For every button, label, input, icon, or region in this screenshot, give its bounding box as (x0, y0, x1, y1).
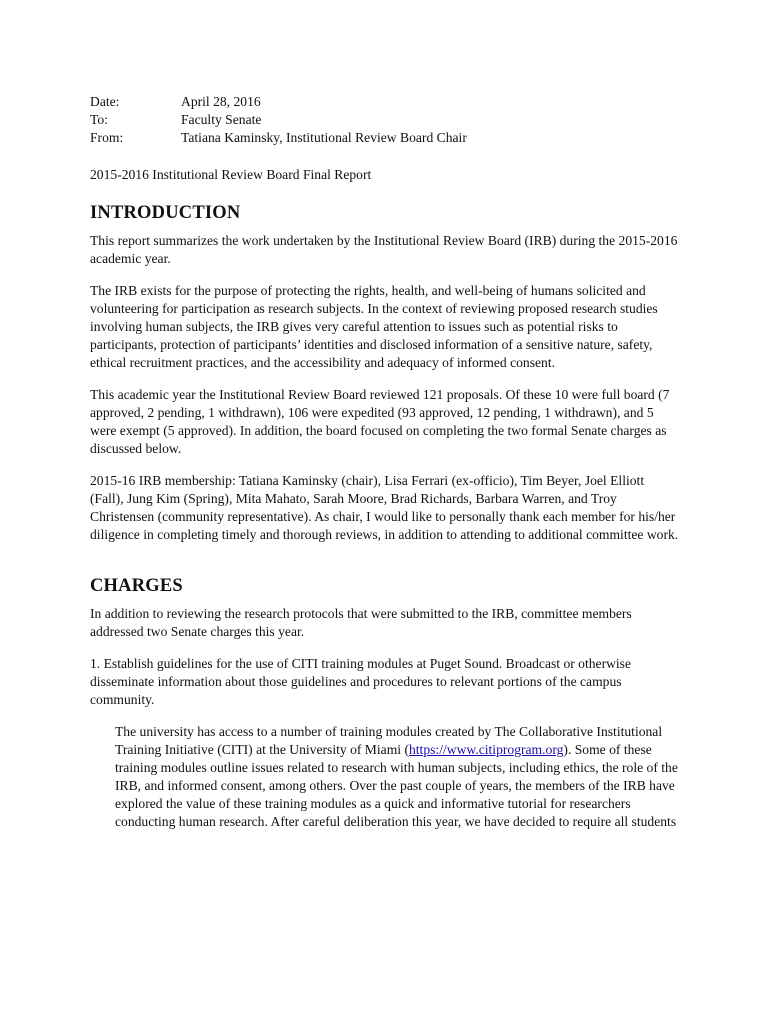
memo-from-value: Tatiana Kaminsky, Institutional Review Board Chair (181, 130, 467, 145)
charge-1-response (115, 723, 682, 831)
intro-paragraph-purpose: The IRB exists for the purpose of protecting the rights, health, and well-being of humans solicited and volunteering for participation as research subjects. In the context of reviewing proposed research studies involving human subjects, the IRB gives very careful attention to issues such as potential risks to participants, protection of participants’ identities and disclosed information of a sensitive nature, safety, ethical recruitment practices, and the accessibility and adequacy of informed consent. (90, 283, 658, 370)
intro-paragraph-proposals: This academic year the Institutional Review Board reviewed 121 proposals. Of these 10 were full board (7 approved, 2 pending, 1 withdrawn), 106 were expedited (93 approved, 12 pending, 1 withdrawn), and 5 were exempt (5 approved). In addition, the board focused on completing the two formal Senate charges as discussed below. (90, 387, 670, 456)
charge-1-text: 1. Establish guidelines for the use of CITI training modules at Puget Sound. Broadcast or otherwise disseminate information about those guidelines and procedures to relevant portions of the campus community. (90, 656, 632, 707)
memo-from-label: From: (90, 130, 124, 145)
memo-from-row (90, 129, 680, 147)
memo-to-label: To: (90, 112, 108, 127)
memo-date-row (90, 93, 680, 111)
charges-paragraph-intro: In addition to reviewing the research protocols that were submitted to the IRB, committee members addressed two Senate charges this year. (90, 606, 632, 639)
intro-paragraph-membership: 2015-16 IRB membership: Tatiana Kaminsky (chair), Lisa Ferrari (ex-officio), Tim Beyer, Joel Elliott (Fall), Jung Kim (Spring), Mita Mahato, Sarah Moore, Brad Richards, Barbara Warren, and Troy Christensen (community representative). As chair, I would like to personally thank each member for his/her diligence in completing timely and thorough reviews, in addition to attending to additional committee work. (90, 473, 679, 542)
memo-date-value: April 28, 2016 (181, 94, 261, 109)
charge-1-response-start: The university has access to a number of training modules created by The Collaborative Institutional Training Initiative (CITI) at the University of Miami ( (115, 724, 663, 757)
citi-program-link[interactable]: https://www.citiprogram.org (408, 742, 564, 757)
intro-paragraph-summary: This report summarizes the work undertaken by the Institutional Review Board (IRB) during the 2015-2016 academic year. (90, 233, 678, 266)
report-title: 2015-2016 Institutional Review Board Final Report (90, 167, 372, 182)
introduction-heading: INTRODUCTION (90, 203, 241, 223)
memo-to-row (90, 111, 680, 129)
memo-date-label: Date: (90, 94, 120, 109)
document-body (90, 93, 680, 831)
charges-heading: CHARGES (90, 576, 183, 596)
memo-header (90, 93, 680, 147)
memo-to-value: Faculty Senate (181, 112, 262, 127)
charge-1-response-end: ). Some of these training modules outline issues related to research with human subjects, including ethics, the role of the IRB, and informed consent, among others. Over the past couple of years, the members of the IRB have explored the value of these training modules as a quick and informative tutorial for researchers conducting human research. After careful deliberation this year, we have decided to require all students (115, 742, 678, 829)
